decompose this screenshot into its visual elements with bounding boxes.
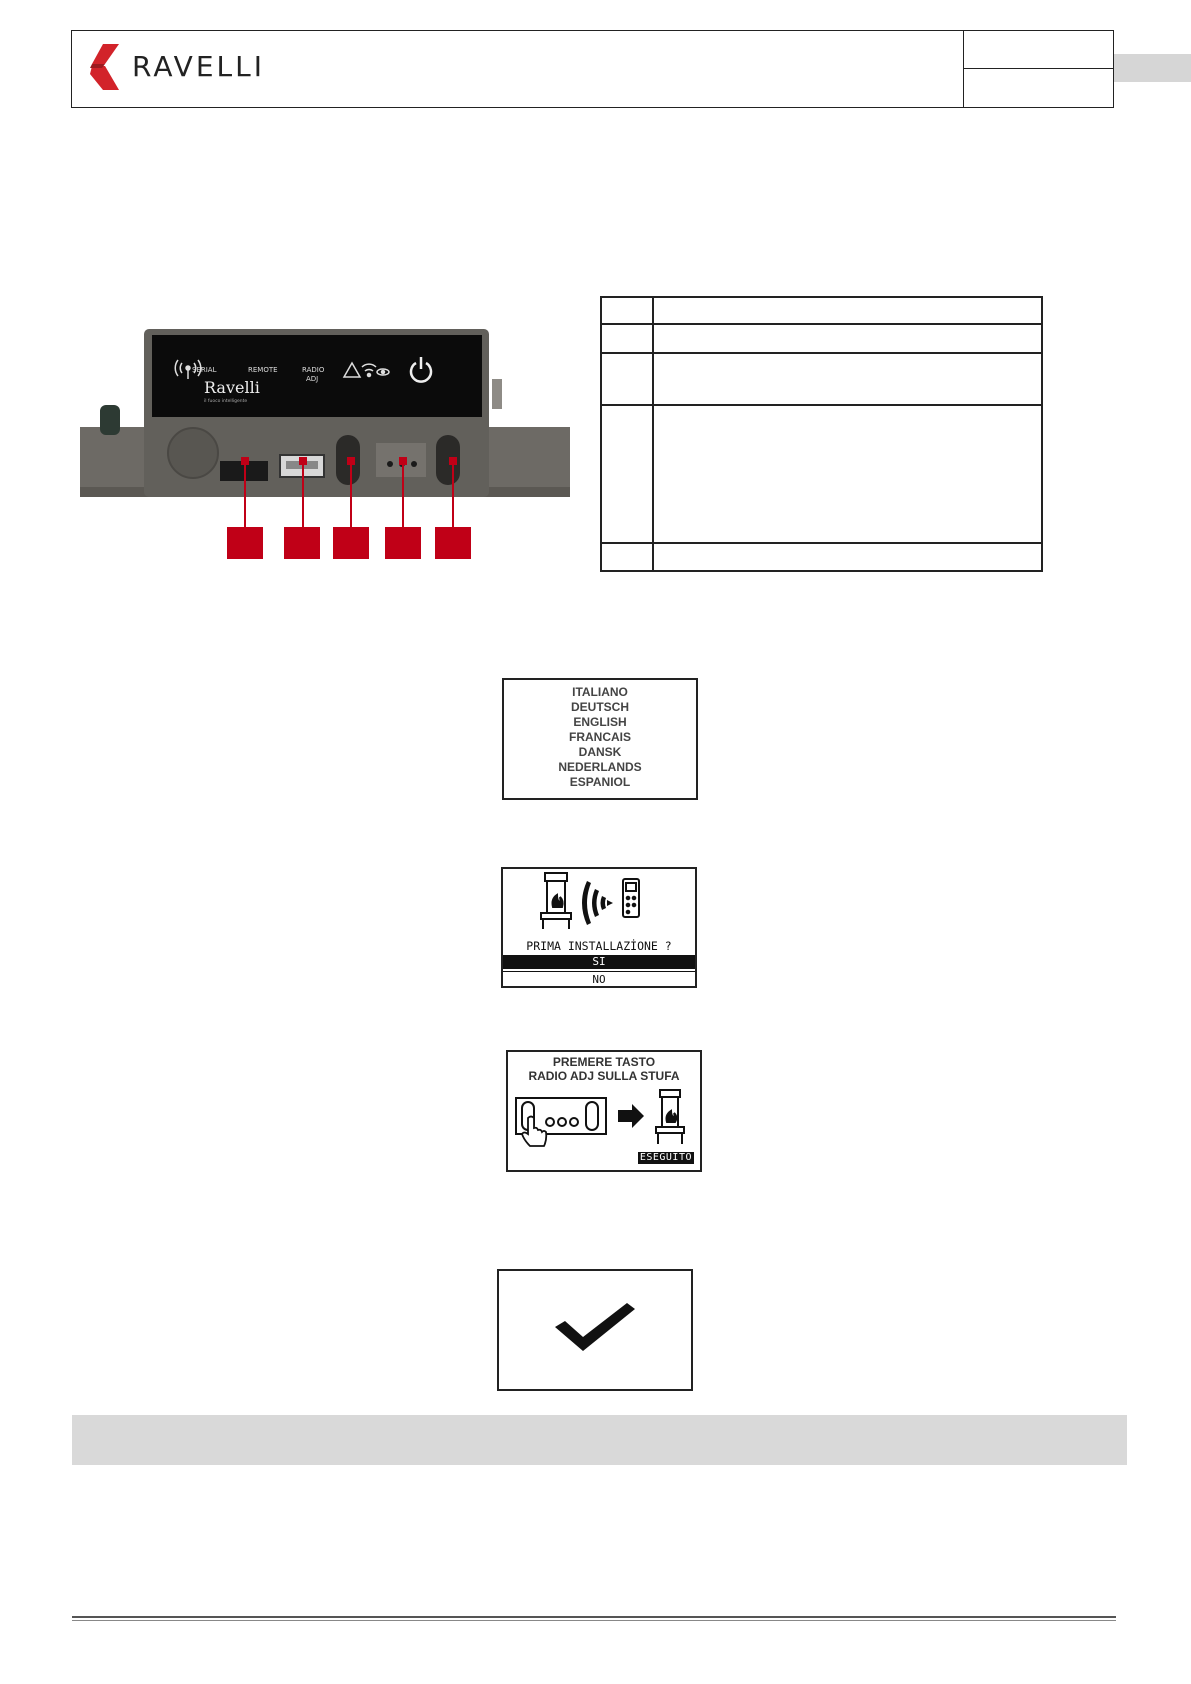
first-install-screen bbox=[501, 867, 697, 988]
reference-table bbox=[600, 296, 1043, 572]
footer-rule bbox=[72, 1620, 1116, 1621]
signal-waves-icon bbox=[582, 881, 613, 925]
table-cell bbox=[653, 353, 1042, 404]
table-cell bbox=[601, 405, 653, 543]
install-question: PRIMA INSTALLAZİONE ? bbox=[526, 939, 672, 953]
checkmark-icon bbox=[553, 1301, 637, 1355]
radio-instruction bbox=[508, 1055, 700, 1083]
callout-dot bbox=[399, 457, 407, 465]
stove-icon bbox=[541, 873, 571, 929]
hand-pointer-icon bbox=[522, 1117, 546, 1147]
language-option[interactable]: DEUTSCH bbox=[570, 700, 629, 714]
brand-name: RAVELLI bbox=[132, 50, 265, 83]
table-cell bbox=[653, 543, 1042, 571]
instruction-line: RADIO ADJ SULLA STUFA bbox=[528, 1069, 680, 1083]
callout-dot bbox=[299, 457, 307, 465]
section-band bbox=[72, 1415, 1127, 1465]
callout-marker bbox=[385, 527, 421, 559]
callout-marker bbox=[227, 527, 263, 559]
language-option[interactable]: FRANCAIS bbox=[569, 730, 631, 744]
callout-line bbox=[244, 460, 246, 527]
serial-label: SERIAL bbox=[192, 366, 217, 374]
footer-rule bbox=[72, 1616, 1116, 1618]
table-cell bbox=[601, 543, 653, 571]
table-cell bbox=[601, 353, 653, 404]
arrow-right-icon bbox=[618, 1104, 644, 1128]
table-cell bbox=[601, 297, 653, 324]
callout-marker bbox=[333, 527, 369, 559]
device-logo-text: Ravelli bbox=[204, 378, 260, 397]
device-tagline: il fuoco intelligente bbox=[204, 399, 248, 404]
page-tab bbox=[1114, 54, 1191, 82]
callout-dot bbox=[449, 457, 457, 465]
callout-line bbox=[302, 460, 304, 527]
language-option[interactable]: NEDERLANDS bbox=[558, 760, 642, 774]
ravelli-logo-icon bbox=[88, 44, 120, 90]
header-divider bbox=[963, 30, 964, 108]
radio-adj-screen bbox=[506, 1050, 702, 1172]
done-badge: ESEGUITO bbox=[639, 1152, 692, 1163]
option-si[interactable]: SI bbox=[503, 955, 695, 969]
language-list bbox=[504, 685, 696, 790]
callout-line bbox=[452, 460, 454, 527]
table-cell bbox=[653, 297, 1042, 324]
language-option[interactable]: ENGLISH bbox=[573, 715, 627, 729]
language-option[interactable]: DANSK bbox=[578, 745, 622, 759]
callout-line bbox=[350, 460, 352, 527]
table-cell bbox=[653, 324, 1042, 353]
table-cell bbox=[653, 405, 1042, 543]
language-option[interactable]: ESPANIOL bbox=[569, 775, 631, 789]
language-option[interactable]: ITALIANO bbox=[572, 685, 628, 699]
table-cell bbox=[601, 324, 653, 353]
callout-line bbox=[402, 460, 404, 527]
header-divider bbox=[963, 68, 1114, 69]
callout-marker bbox=[284, 527, 320, 559]
remote-label: REMOTE bbox=[248, 366, 278, 374]
success-screen bbox=[497, 1269, 693, 1391]
language-screen bbox=[502, 678, 698, 800]
callout-dot bbox=[347, 457, 355, 465]
callout-dot bbox=[241, 457, 249, 465]
instruction-line: PREMERE TASTO bbox=[552, 1055, 656, 1069]
stove-icon bbox=[656, 1090, 684, 1144]
option-no[interactable]: NO bbox=[503, 971, 695, 987]
radio-label: RADIO bbox=[302, 366, 325, 374]
remote-control-icon bbox=[623, 879, 639, 917]
stove-remote-pairing-icon bbox=[539, 871, 659, 933]
callout-marker bbox=[435, 527, 471, 559]
adj-label: ADJ bbox=[306, 375, 319, 383]
control-panel-illustration bbox=[80, 325, 570, 515]
